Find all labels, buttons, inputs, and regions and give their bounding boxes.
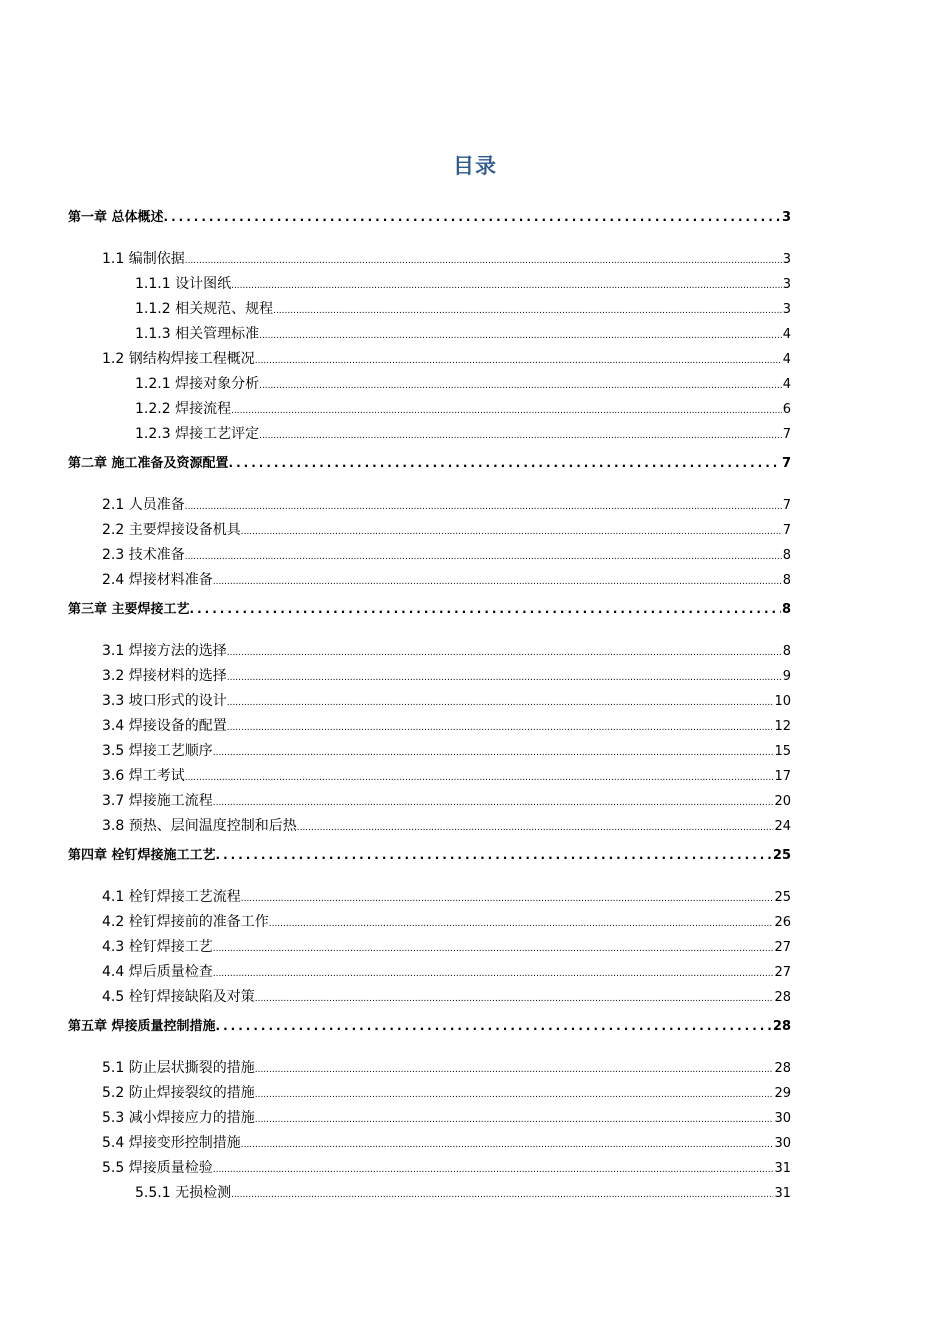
toc-entry-page-number: 15 [774, 744, 791, 759]
toc-entry[interactable] [68, 347, 791, 372]
dot-leader [227, 689, 774, 716]
toc-entry-label: 3.2 焊接材料的选择 [102, 668, 227, 684]
toc-entry-label: 3.3 坡口形式的设计 [102, 693, 227, 709]
toc-entry-label: 4.3 栓钉焊接工艺 [102, 939, 213, 955]
toc-entry-page-number: 28 [772, 1019, 791, 1034]
toc-entry[interactable] [68, 372, 791, 397]
dot-leader [216, 1014, 772, 1039]
dot-leader [213, 568, 782, 595]
toc-entry[interactable] [68, 247, 791, 272]
toc-entry[interactable] [68, 689, 791, 714]
dot-leader [190, 597, 781, 622]
toc-entry-page-number: 4 [782, 327, 791, 342]
toc-title: 目录 [453, 154, 497, 178]
dot-leader [227, 639, 782, 666]
toc-entry-page-number: 25 [772, 848, 791, 863]
dot-leader [255, 985, 774, 1012]
toc-entry-label: 4.5 栓钉焊接缺陷及对策 [102, 989, 255, 1005]
toc-entry-label: 1.1.2 相关规范、规程 [135, 301, 274, 317]
toc-entry[interactable] [68, 789, 791, 814]
toc-entry[interactable] [68, 739, 791, 764]
dot-leader [213, 789, 774, 816]
toc-entry-label: 2.1 人员准备 [102, 497, 185, 513]
toc-entry[interactable] [68, 935, 791, 960]
toc-entry[interactable] [68, 518, 791, 543]
toc-entry-page-number: 8 [782, 573, 791, 588]
toc-entry-page-number: 7 [782, 523, 791, 538]
dot-leader [216, 843, 772, 868]
toc-entry[interactable] [68, 960, 791, 985]
toc-entry[interactable] [68, 272, 791, 297]
dot-leader [255, 1106, 774, 1133]
toc-entry-page-number: 3 [781, 210, 791, 225]
dot-leader [255, 1056, 774, 1083]
toc-entry-label: 1.2.1 焊接对象分析 [135, 376, 260, 392]
toc-entry[interactable] [68, 910, 791, 935]
toc-entry[interactable] [68, 1056, 791, 1081]
toc-entry-label: 第三章 主要焊接工艺 [68, 602, 190, 617]
dot-leader [231, 272, 782, 299]
toc-entry[interactable] [68, 1106, 791, 1131]
toc-entry-page-number: 9 [782, 669, 791, 684]
toc-entry-label: 4.2 栓钉焊接前的准备工作 [102, 914, 269, 930]
toc-entry-label: 第五章 焊接质量控制措施 [68, 1019, 216, 1034]
toc-entry-label: 2.2 主要焊接设备机具 [102, 522, 241, 538]
toc-entry-label: 第二章 施工准备及资源配置 [68, 456, 229, 471]
toc-entry-label: 5.1 防止层状撕裂的措施 [102, 1060, 255, 1076]
toc-entry[interactable] [68, 568, 791, 593]
toc-entry[interactable] [68, 297, 791, 322]
toc-entry-page-number: 30 [774, 1136, 791, 1151]
dot-leader [185, 493, 782, 520]
toc-entry-page-number: 25 [774, 890, 791, 905]
toc-entry-label: 4.4 焊后质量检查 [102, 964, 213, 980]
dot-leader [255, 1081, 774, 1108]
toc-entry-page-number: 8 [782, 644, 791, 659]
dot-leader [259, 422, 782, 449]
dot-leader [213, 935, 774, 962]
toc-entry[interactable] [68, 205, 791, 230]
toc-entry-label: 5.5.1 无损检测 [135, 1185, 232, 1201]
toc-entry-label: 1.1 编制依据 [102, 251, 185, 267]
dot-leader [213, 960, 774, 987]
toc-entry-label: 1.1.3 相关管理标准 [135, 326, 260, 342]
dot-leader [231, 397, 782, 424]
toc-entry-label: 2.4 焊接材料准备 [102, 572, 213, 588]
toc-entry-page-number: 8 [781, 602, 791, 617]
toc-entry[interactable] [68, 764, 791, 789]
toc-entry-page-number: 17 [774, 769, 791, 784]
dot-leader [185, 543, 782, 570]
toc-entry-label: 5.5 焊接质量检验 [102, 1160, 213, 1176]
toc-entry-page-number: 6 [782, 402, 791, 417]
toc-entry-page-number: 26 [774, 915, 791, 930]
toc-entry[interactable] [68, 597, 791, 622]
toc-entry[interactable] [68, 814, 791, 839]
dot-leader [229, 451, 781, 476]
toc-entry[interactable] [68, 714, 791, 739]
toc-entry-page-number: 8 [782, 548, 791, 563]
dot-leader [227, 714, 774, 741]
toc-entry-page-number: 4 [782, 377, 791, 392]
table-of-contents [68, 201, 791, 1206]
toc-entry-label: 3.6 焊工考试 [102, 768, 185, 784]
dot-leader [241, 885, 774, 912]
toc-entry[interactable] [68, 1131, 791, 1156]
toc-entry[interactable] [68, 885, 791, 910]
toc-entry-label: 1.2.3 焊接工艺评定 [135, 426, 260, 442]
dot-leader [255, 347, 782, 374]
toc-entry-label: 5.2 防止焊接裂纹的措施 [102, 1085, 255, 1101]
toc-entry-page-number: 31 [774, 1161, 791, 1176]
toc-entry-page-number: 3 [782, 302, 791, 317]
toc-entry-label: 第四章 栓钉焊接施工工艺 [68, 848, 216, 863]
toc-entry-label: 5.3 减小焊接应力的措施 [102, 1110, 255, 1126]
toc-entry-label: 4.1 栓钉焊接工艺流程 [102, 889, 241, 905]
toc-entry-page-number: 7 [781, 456, 791, 471]
toc-entry-label: 1.1.1 设计图纸 [135, 276, 232, 292]
toc-entry[interactable] [68, 639, 791, 664]
toc-entry-label: 3.1 焊接方法的选择 [102, 643, 227, 659]
toc-entry-page-number: 20 [774, 794, 791, 809]
toc-entry[interactable] [68, 985, 791, 1010]
dot-leader [297, 814, 774, 841]
toc-entry-page-number: 4 [782, 352, 791, 367]
toc-entry-label: 3.5 焊接工艺顺序 [102, 743, 213, 759]
toc-entry[interactable] [68, 843, 791, 868]
toc-entry-page-number: 28 [774, 990, 791, 1005]
dot-leader [259, 372, 782, 399]
toc-entry-page-number: 28 [774, 1061, 791, 1076]
toc-entry[interactable] [68, 1181, 791, 1206]
toc-entry[interactable] [68, 543, 791, 568]
toc-entry[interactable] [68, 1156, 791, 1181]
toc-entry-page-number: 27 [774, 940, 791, 955]
toc-entry[interactable] [68, 422, 791, 447]
toc-entry-label: 2.3 技术准备 [102, 547, 185, 563]
toc-entry-page-number: 12 [774, 719, 791, 734]
toc-entry[interactable] [68, 493, 791, 518]
toc-entry-label: 1.2.2 焊接流程 [135, 401, 232, 417]
toc-entry[interactable] [68, 451, 791, 476]
dot-leader [213, 1156, 774, 1183]
dot-leader [227, 664, 782, 691]
dot-leader [185, 764, 774, 791]
toc-entry-page-number: 24 [774, 819, 791, 834]
toc-entry-label: 3.4 焊接设备的配置 [102, 718, 227, 734]
toc-entry-page-number: 7 [782, 498, 791, 513]
dot-leader [269, 910, 774, 937]
dot-leader [213, 739, 774, 766]
dot-leader [241, 518, 782, 545]
toc-entry-page-number: 30 [774, 1111, 791, 1126]
toc-entry[interactable] [68, 322, 791, 347]
dot-leader [164, 205, 781, 230]
toc-entry-page-number: 10 [774, 694, 791, 709]
toc-entry-page-number: 7 [782, 427, 791, 442]
toc-entry-label: 1.2 钢结构焊接工程概况 [102, 351, 255, 367]
toc-entry-label: 3.8 预热、层间温度控制和后热 [102, 818, 297, 834]
toc-entry[interactable] [68, 664, 791, 689]
dot-leader [241, 1131, 774, 1158]
toc-entry[interactable] [68, 1081, 791, 1106]
toc-entry-page-number: 27 [774, 965, 791, 980]
toc-entry-page-number: 3 [782, 252, 791, 267]
toc-entry-page-number: 3 [782, 277, 791, 292]
toc-entry[interactable] [68, 1014, 791, 1039]
toc-entry-page-number: 29 [774, 1086, 791, 1101]
toc-entry-label: 第一章 总体概述 [68, 210, 164, 225]
dot-leader [259, 322, 782, 349]
toc-entry-label: 3.7 焊接施工流程 [102, 793, 213, 809]
toc-entry-page-number: 31 [774, 1186, 791, 1201]
dot-leader [231, 1181, 773, 1208]
toc-entry-label: 5.4 焊接变形控制措施 [102, 1135, 241, 1151]
dot-leader [273, 297, 782, 324]
dot-leader [185, 247, 782, 274]
toc-entry[interactable] [68, 397, 791, 422]
